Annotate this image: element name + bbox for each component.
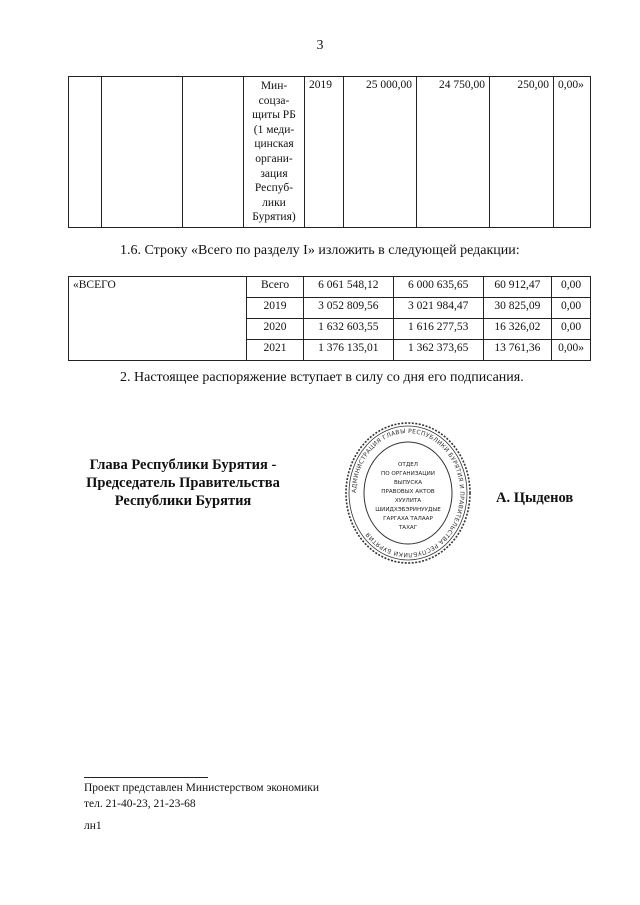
table-cell <box>69 77 102 228</box>
seal-line: ПРАВОВЫХ АКТОВ <box>381 489 435 495</box>
official-seal <box>344 422 472 564</box>
value-cell: 1 376 135,01 <box>303 340 393 361</box>
value-cell: 0,00 <box>552 298 591 319</box>
org-line: органи- <box>255 152 293 165</box>
table-cell <box>102 77 183 228</box>
value-cell: 6 061 548,12 <box>303 277 393 298</box>
org-line: Респуб- <box>254 182 294 195</box>
seal-line: ШИИДХЭБЭРИНУУДЫЕ <box>375 507 441 513</box>
value-cell: 25 000,00 <box>344 77 417 228</box>
table-row <box>69 77 591 228</box>
value-cell: 1 632 603,55 <box>303 319 393 340</box>
paragraph-1-6: 1.6. Строку «Всего по разделу I» изложить в следующей редакции: <box>120 243 520 258</box>
seal-line: ХУУЛИТА <box>394 498 422 504</box>
value-cell: 1 616 277,53 <box>393 319 483 340</box>
title-line: Республики Бурятия <box>114 493 252 509</box>
value-cell: 30 825,09 <box>483 298 551 319</box>
value-cell: 60 912,47 <box>483 277 551 298</box>
footnote-phone: тел. 21-40-23, 21-23-68 <box>84 798 196 810</box>
org-line: (1 меди- <box>253 123 295 136</box>
value-cell: 250,00 <box>490 77 554 228</box>
year-cell: 2019 <box>247 298 304 319</box>
org-line: щиты РБ <box>252 109 296 122</box>
org-cell <box>244 77 305 228</box>
footnote-line: Проект представлен Министерством экономики <box>84 782 320 794</box>
value-cell: 24 750,00 <box>417 77 490 228</box>
seal-line: ВЫПУСКА <box>393 480 423 486</box>
seal-ring-text: АДМИНИСТРАЦИЯ ГЛАВЫ РЕСПУБЛИКИ БУРЯТИЯ И ПРАВИТЕЛЬСТВА РЕСПУБЛИКИ БУРЯТИЯ <box>350 427 466 559</box>
value-cell: 13 761,36 <box>483 340 551 361</box>
value-cell: 0,00 <box>552 277 591 298</box>
seal-line: ПО ОРГАНИЗАЦИИ <box>381 471 435 477</box>
table-cell <box>183 77 244 228</box>
table-row <box>69 277 591 298</box>
year-cell: Всего <box>247 277 304 298</box>
paragraph-2: 2. Настоящее распоряжение вступает в силу со дня его подписания. <box>120 370 524 385</box>
total-table <box>68 276 591 361</box>
value-cell: 0,00» <box>552 340 591 361</box>
year-cell: 2019 <box>305 77 344 228</box>
title-line: Глава Республики Бурятия - <box>89 457 277 473</box>
seal-line: ТАХАГ <box>398 525 418 531</box>
seal-line: ГАРГАХА ТАЛААР <box>383 516 433 522</box>
value-cell: 1 362 373,65 <box>393 340 483 361</box>
value-cell: 6 000 635,65 <box>393 277 483 298</box>
seal-line: ОТДЕЛ <box>398 462 418 468</box>
title-line: Председатель Правительства <box>86 475 280 491</box>
org-line: цинская <box>254 138 294 151</box>
org-line: Мин- <box>260 80 288 92</box>
value-cell: 0,00 <box>552 319 591 340</box>
year-cell: 2020 <box>247 319 304 340</box>
year-cell: 2021 <box>247 340 304 361</box>
value-cell: 3 052 809,56 <box>303 298 393 319</box>
page-number: 3 <box>316 38 324 53</box>
org-line: соцза- <box>258 94 290 107</box>
org-line: зация <box>260 167 288 180</box>
total-label: «ВСЕГО <box>69 277 247 361</box>
value-cell: 16 326,02 <box>483 319 551 340</box>
footnote-code: лн1 <box>84 820 102 832</box>
value-cell: 0,00» <box>554 77 591 228</box>
footnote-divider <box>84 777 208 778</box>
signatory-title <box>62 456 304 510</box>
table-continuation <box>68 76 591 228</box>
signatory-name: А. Цыденов <box>496 490 574 506</box>
value-cell: 3 021 984,47 <box>393 298 483 319</box>
org-line: Бурятия) <box>252 211 296 224</box>
org-line: лики <box>262 196 286 209</box>
